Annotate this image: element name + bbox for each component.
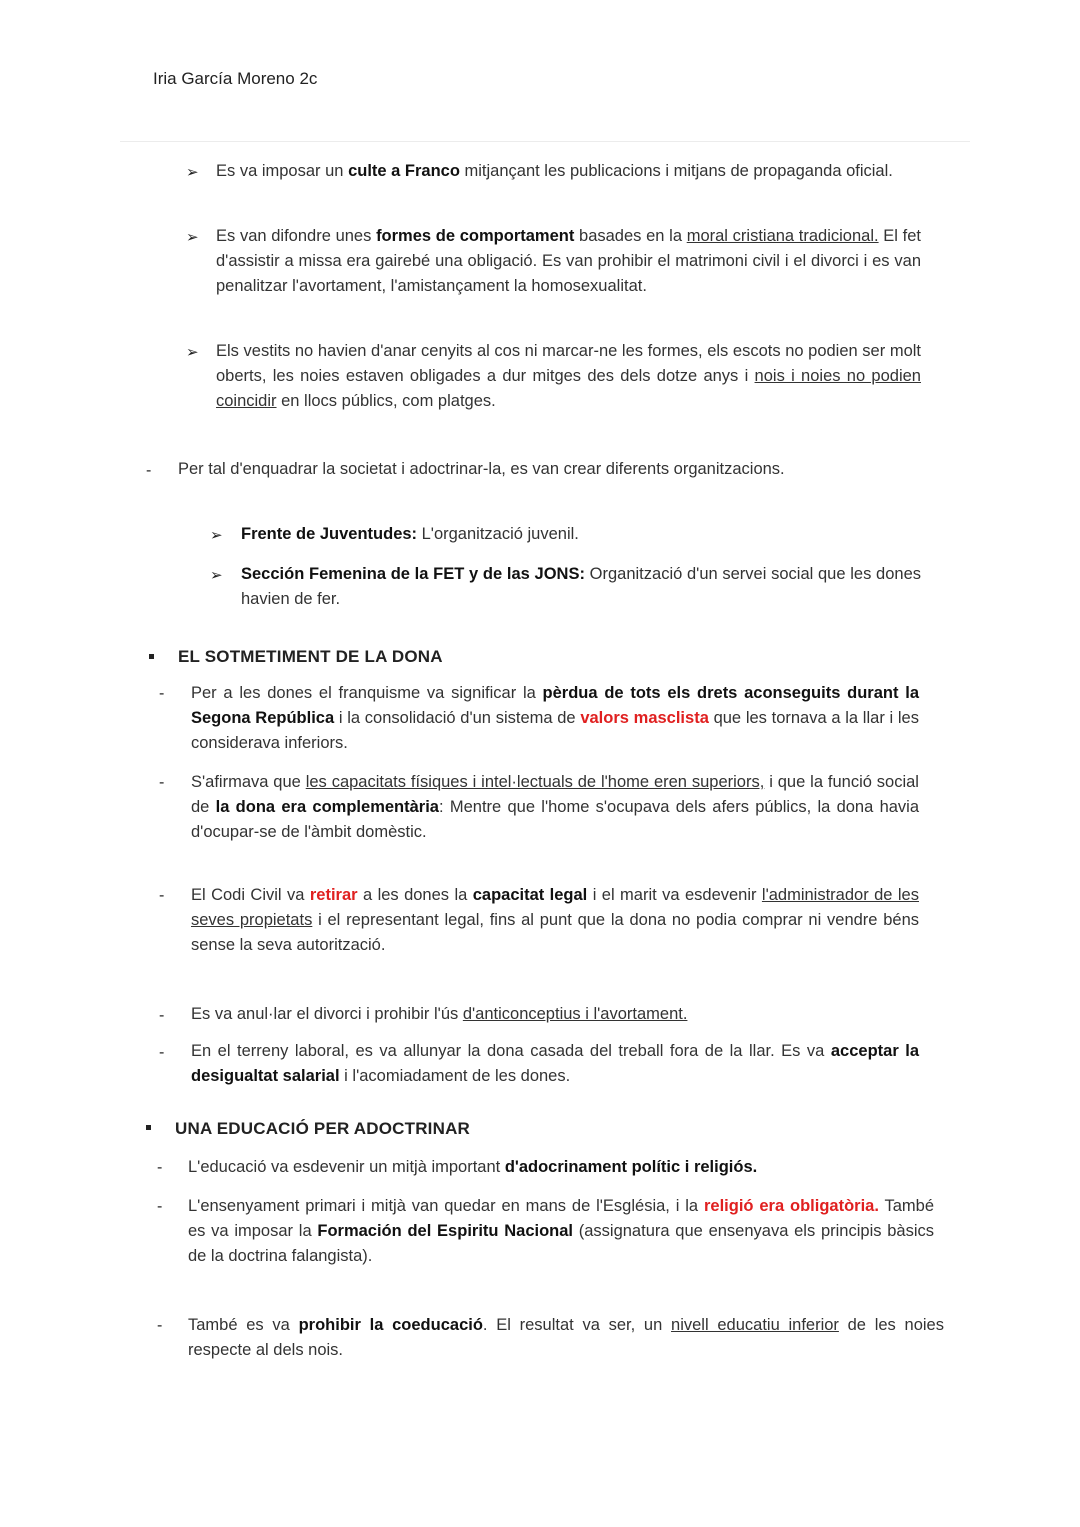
text-run: L'organització juvenil. xyxy=(417,525,579,543)
paragraph xyxy=(188,1194,934,1269)
bold-text: Formación del Espiritu Nacional xyxy=(317,1222,573,1240)
text-run: que les tornava a la llar i les considerava inferiors. xyxy=(191,709,919,752)
paragraph xyxy=(191,681,919,756)
text-run: i el representant legal, fins al punt que la dona no podia comprar ni vendre béns sense la seva autorització. xyxy=(191,911,919,954)
dash-bullet-icon: - xyxy=(159,1044,165,1061)
underlined-text: moral cristiana tradicional. xyxy=(686,227,879,245)
bold-text: pèrdua de tots els drets aconseguits durant la Segona República xyxy=(191,684,919,727)
paragraph xyxy=(191,883,919,958)
text-run: Es van difondre unes xyxy=(216,227,377,245)
arrow-bullet-icon: ➢ xyxy=(210,567,223,584)
arrow-bullet-icon: ➢ xyxy=(186,229,199,246)
text-run: basades en la xyxy=(574,227,687,245)
underlined-text: les capacitats físiques i intel·lectuals de l'home eren superiors, xyxy=(305,773,765,791)
text-run: També es va xyxy=(188,1316,299,1334)
dash-bullet-icon: - xyxy=(146,462,152,479)
text-run: El Codi Civil va xyxy=(191,886,310,904)
text-run: Els vestits no havien d'anar cenyits al cos ni marcar-ne les formes, els escots no podien ser molt oberts, les noies estaven obligades a dur mitges des dels dotze anys i xyxy=(216,342,921,385)
section-heading: EL SOTMETIMENT DE LA DONA xyxy=(178,647,443,666)
bold-text: Sección Femenina de la FET y de las JONS: xyxy=(241,565,585,583)
text-run: El fet d'assistir a missa era gairebé una obligació. Es van prohibir el matrimoni civil i el divorci i es van penalitzar l'avortament, l'amistançament la homosexualitat. xyxy=(216,227,922,295)
header-divider xyxy=(120,141,970,142)
author-header: Iria García Moreno 2c xyxy=(153,69,318,88)
bold-text: formes de comportament xyxy=(376,227,575,245)
bold-text: d'adocrinament polític i religiós. xyxy=(504,1158,758,1176)
arrow-bullet-icon: ➢ xyxy=(186,344,199,361)
text-run: mitjançant les publicacions i mitjans de propaganda oficial. xyxy=(459,162,893,180)
paragraph xyxy=(241,522,921,547)
square-bullet-icon xyxy=(149,654,154,659)
text-run: (assignatura que ensenyava els principis bàsics de la doctrina falangista). xyxy=(188,1222,934,1265)
text-run: Es va anul·lar el divorci i prohibir l'ús xyxy=(191,1005,463,1023)
arrow-bullet-icon: ➢ xyxy=(186,164,199,181)
section-heading: UNA EDUCACIÓ PER ADOCTRINAR xyxy=(175,1119,471,1138)
text-run: i l'acomiadament de les dones. xyxy=(339,1067,571,1085)
text-run: en llocs públics, com platges. xyxy=(276,392,496,410)
text-run: : Mentre que l'home s'ocupava dels afers públics, la dona havia d'ocupar-se de l'àmbit domèstic. xyxy=(191,798,920,841)
paragraph xyxy=(216,159,921,184)
bold-text: prohibir la coeducació xyxy=(298,1316,483,1334)
text-run: i la consolidació d'un sistema de xyxy=(334,709,581,727)
bold-text: culte a Franco xyxy=(348,162,460,180)
underlined-text: l'administrador de les seves propietats xyxy=(191,886,919,929)
text-run: L'educació va esdevenir un mitjà important xyxy=(188,1158,505,1176)
highlighted-text: retirar xyxy=(309,886,358,904)
bold-text: acceptar la desigualtat salarial xyxy=(191,1042,919,1085)
paragraph xyxy=(216,339,921,414)
paragraph: Per tal d'enquadrar la societat i adoctrinar-la, es van crear diferents organitzacions. xyxy=(178,460,785,478)
dash-bullet-icon: - xyxy=(157,1317,163,1334)
text-run: L'ensenyament primari i mitjà van quedar en mans de l'Església, i la xyxy=(188,1197,704,1215)
arrow-bullet-icon: ➢ xyxy=(210,527,223,544)
highlighted-text: religió era obligatòria. xyxy=(703,1197,879,1215)
paragraph xyxy=(191,1002,919,1027)
square-bullet-icon xyxy=(146,1125,151,1130)
text-run: S'afirmava que xyxy=(191,773,306,791)
paragraph xyxy=(188,1313,944,1363)
bold-text: capacitat legal xyxy=(472,886,588,904)
dash-bullet-icon: - xyxy=(159,685,165,702)
dash-bullet-icon: - xyxy=(159,1007,165,1024)
underlined-text: nois i noies no podien coincidir xyxy=(216,367,921,410)
text-run: Organització d'un servei social que les dones havien de fer. xyxy=(241,565,921,608)
dash-bullet-icon: - xyxy=(159,887,165,904)
dash-bullet-icon: - xyxy=(159,774,165,791)
text-run: a les dones la xyxy=(357,886,473,904)
underlined-text: d'anticonceptius i l'avortament. xyxy=(462,1005,688,1023)
underlined-text: nivell educatiu inferior xyxy=(671,1316,839,1334)
paragraph xyxy=(216,224,921,299)
text-run: Per a les dones el franquisme va significar la xyxy=(191,684,543,702)
bold-text: Frente de Juventudes: xyxy=(241,525,418,543)
text-run: En el terreny laboral, es va allunyar la dona casada del treball fora de la llar. Es va xyxy=(191,1042,831,1060)
paragraph xyxy=(241,562,921,612)
paragraph xyxy=(188,1155,936,1180)
paragraph xyxy=(191,770,919,845)
text-run: i que la funció social de xyxy=(191,773,919,816)
bold-text: la dona era complementària xyxy=(215,798,439,816)
text-run: Es va imposar un xyxy=(216,162,349,180)
text-run: També es va imposar la xyxy=(188,1197,935,1240)
dash-bullet-icon: - xyxy=(157,1159,163,1176)
text-run: i el marit va esdevenir xyxy=(587,886,762,904)
highlighted-text: valors masclista xyxy=(580,709,709,727)
text-run: . El resultat va ser, un xyxy=(482,1316,672,1334)
paragraph xyxy=(191,1039,919,1089)
dash-bullet-icon: - xyxy=(157,1198,163,1215)
text-run: de les noies respecte al dels nois. xyxy=(188,1316,944,1359)
